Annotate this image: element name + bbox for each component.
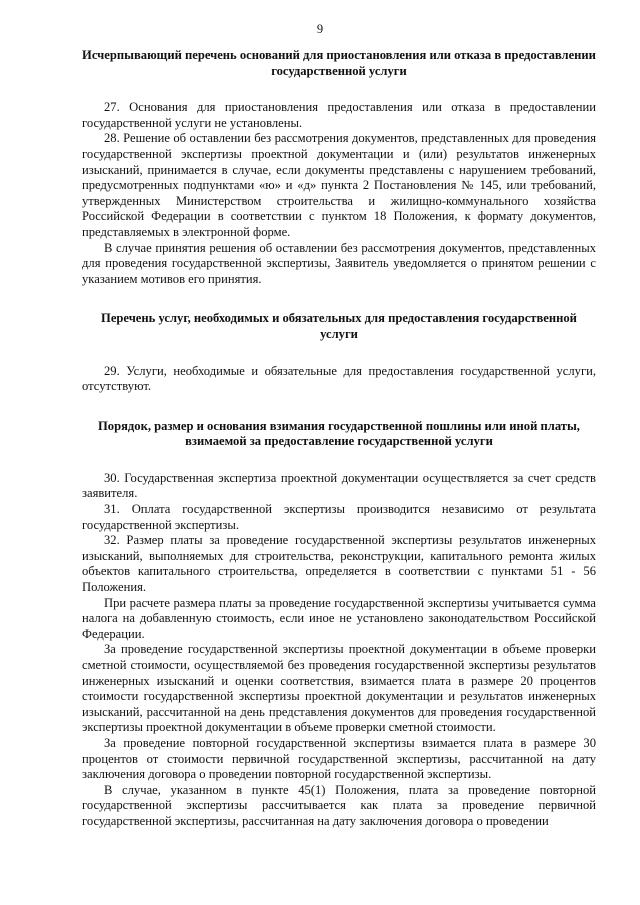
paragraph: 31. Оплата государственной экспертизы производится независимо от результата государственной экспертизы.	[82, 502, 596, 532]
paragraph: 28. Решение об оставлении без рассмотрения документов, представленных для проведения государственной экспертизы проектной документации и (или) результатов инженерных изысканий, принимается в случае, если документы представлены с нарушением требований, предусмотренных подпунктами «ю» и «д» пункта 2 Постановления № 145, или требований, утвержденных Министерством строительства и жилищно-коммунального хозяйства Российской Федерации в соответствии с пунктом 18 Положения, к формату документов, представляемых в электронной форме.	[82, 131, 596, 239]
page-number: 9	[316, 22, 324, 36]
section-heading: Исчерпывающий перечень оснований для приостановления или отказа в предоставлении государственной услуги	[82, 48, 596, 78]
paragraph: 27. Основания для приостановления предоставления или отказа в предоставлении государственной услуги не установлены.	[82, 100, 596, 130]
section-heading: Порядок, размер и основания взимания государственной пошлины или иной платы, взимаемой за предоставление государственной услуги	[98, 418, 580, 449]
page-content	[82, 48, 596, 830]
paragraph: При расчете размера платы за проведение государственной экспертизы учитывается сумма налога на добавленную стоимость, если иное не установлено законодательством Российской Федерации.	[82, 595, 596, 641]
paragraph: В случае, указанном в пункте 45(1) Положения, плата за проведение повторной государственной экспертизы рассчитывается как плата за проведение первичной государственной экспертизы, рассчитанная на дату заключения договора о проведении	[82, 782, 596, 828]
paragraph: 32. Размер платы за проведение государственной экспертизы результатов инженерных изысканий, выполняемых для строительства, реконструкции, капитального ремонта жилых объектов капитального строительства, определяется в соответствии с пунктами 51 - 56 Положения.	[82, 533, 596, 595]
paragraph: В случае принятия решения об оставлении без рассмотрения документов, представленных для проведения государственной экспертизы, Заявитель уведомляется о принятом решении с указанием мотивов его принятия.	[82, 240, 596, 286]
paragraph: За проведение повторной государственной экспертизы взимается плата в размере 30 процентов от стоимости первичной государственной экспертизы, рассчитанной на дату заключения договора о проведении повторной государственной экспертизы.	[82, 735, 596, 782]
paragraph: За проведение государственной экспертизы проектной документации в объеме проверки сметной стоимости, осуществляемой без проведения государственной экспертизы результатов инженерных изысканий и оценки соответствия, взимается плата в размере 20 процентов стоимости государственной экспертизы проектной документации и результатов инженерных изысканий, рассчитанной на день представления документов для проведения государственной экспертизы проектной документации в объеме проверки сметной стоимости.	[82, 642, 596, 735]
section-heading: Перечень услуг, необходимых и обязательных для предоставления государственной услуги	[101, 311, 577, 341]
paragraph: 29. Услуги, необходимые и обязательные для предоставления государственной услуги, отсутствуют.	[82, 363, 596, 394]
paragraph: 30. Государственная экспертиза проектной документации осуществляется за счет средств заявителя.	[82, 470, 596, 501]
